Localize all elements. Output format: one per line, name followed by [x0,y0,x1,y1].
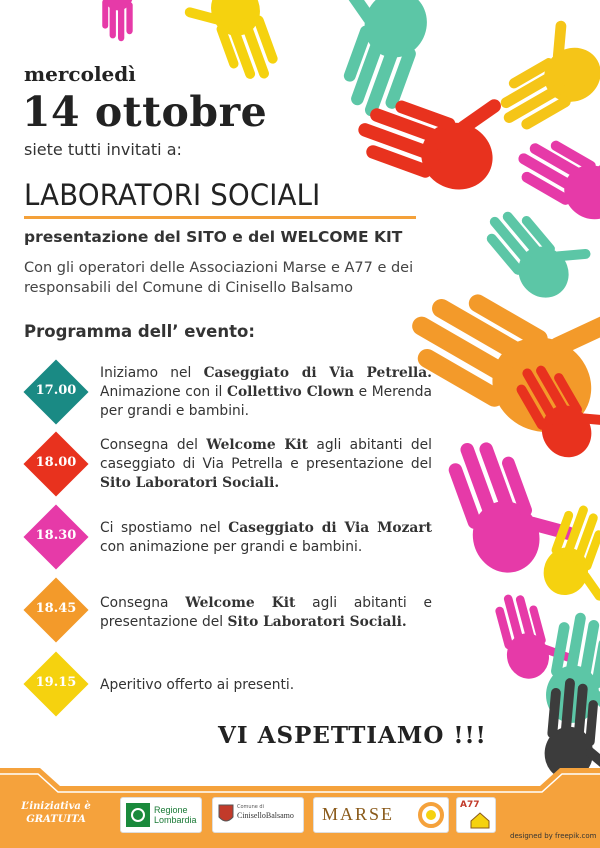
comune-small-label: Comune di [237,804,264,810]
event-date: 14 ottobre [22,88,268,136]
event-text: Consegna del [100,437,207,453]
event-highlight: Sito Laboratori Sociali. [227,614,407,630]
time-label: 18.00 [35,455,77,470]
event-description [100,364,432,421]
event-text: agli abitanti del caseggiato di Via Petrella e presentazione del [100,437,433,472]
time-label: 18.45 [35,601,77,616]
invite-line: siete tutti invitati a: [24,140,182,159]
marse-sun-icon [418,802,444,828]
hand-pink-top [86,0,134,41]
event-text: Consegna [100,595,186,611]
time-label: 18.30 [35,528,77,543]
event-description [100,594,432,632]
regione-lombardia-logo [120,797,202,833]
hand-red-mid [350,56,515,199]
page-title: LABORATORI SOCIALI [24,178,321,212]
regione-label: Regione [154,805,188,815]
event-description [100,436,432,493]
freepik-credit: designed by freepik.com [510,832,597,840]
event-highlight: Collettivo Clown [227,384,355,400]
event-text: con animazione per grandi e bambini. [100,539,363,555]
title-underline [24,216,416,219]
free-line-1: L’iniziativa è [21,801,91,812]
event-highlight: Welcome Kit [206,437,309,453]
a77-house-icon [469,811,491,829]
event-text: Iniziamo nel [100,365,204,381]
weekday: mercoledì [24,62,136,86]
free-initiative-note [8,800,104,826]
marse-logo [313,797,449,833]
rosa-camuna-icon [126,803,150,827]
hand-yellow-right [474,12,600,138]
event-text: agli abitanti e presentazione del [100,595,432,630]
hand-yellow-top [179,0,284,97]
lombardia-label: Lombardia [154,815,197,825]
program-title: Programma dell’ evento: [24,322,255,341]
event-highlight: Caseggiato di Via Petrella. [203,365,432,381]
event-text: Ci spostiamo nel [100,520,229,536]
comune-label: CiniselloBalsamo [237,811,294,820]
marse-label: MARSE [322,804,395,824]
subtitle: presentazione del SITO e del WELCOME KIT [24,228,403,246]
event-description [100,519,432,557]
intro-text: Con gli operatori delle Associazioni Marse e A77 e dei responsabili del Comune di Cinisello Balsamo [24,260,414,296]
event-text: Aperitivo offerto ai presenti. [100,677,295,693]
time-label: 17.00 [35,383,77,398]
a77-logo [456,797,496,833]
comune-cinisello-logo [212,797,304,833]
event-highlight: Welcome Kit [185,595,296,611]
hand-yellow-low [537,500,600,610]
event-text: Animazione con il [100,384,227,400]
event-text: e Merenda per grandi e bambini. [100,384,432,419]
comune-crest-icon [217,803,235,827]
free-line-2: GRATUITA [26,814,86,825]
event-highlight: Sito Laboratori Sociali. [100,475,280,491]
time-label: 19.15 [35,675,77,690]
event-description [100,676,432,695]
event-highlight: Caseggiato di Via Mozart [228,520,432,536]
closing-message: VI ASPETTIAMO !!! [218,722,487,749]
a77-label: A77 [460,800,480,810]
